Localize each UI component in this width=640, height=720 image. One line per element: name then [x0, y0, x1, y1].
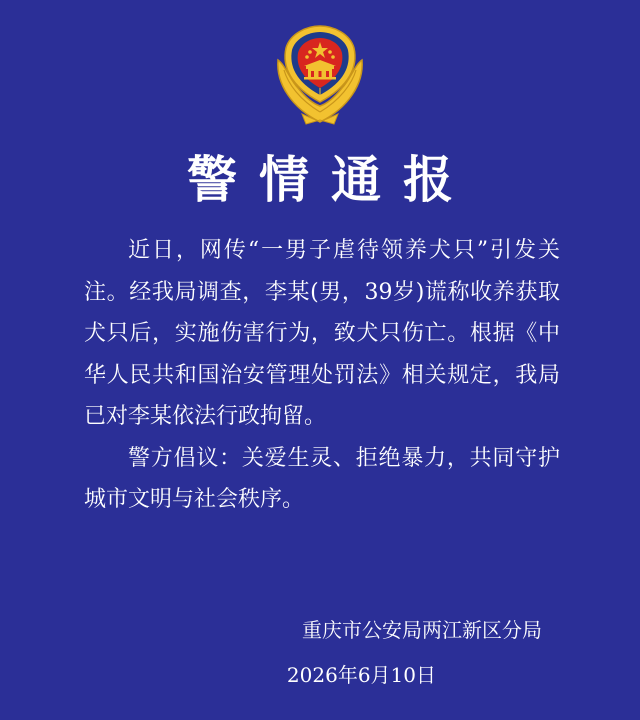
notice-paragraph-1: 近日，网传“一男子虐待领养犬只”引发关注。经我局调查，李某(男，39岁)谎称收养获取犬只后，实施伤害行为，致犬只伤亡。根据《中华人民共和国治安管理处罚法》相关规定，我局已对李某依法行政拘留。 — [84, 238, 560, 429]
notice-title: 警情通报 — [187, 150, 475, 209]
issue-date: 2026年6月10日 — [286, 663, 436, 687]
notice-body — [84, 230, 560, 521]
police-emblem-icon — [270, 22, 370, 126]
issuer-name: 重庆市公安局两江新区分局 — [302, 618, 542, 642]
notice-paragraph-2: 警方倡议：关爱生灵、拒绝暴力，共同守护城市文明与社会秩序。 — [84, 445, 560, 512]
